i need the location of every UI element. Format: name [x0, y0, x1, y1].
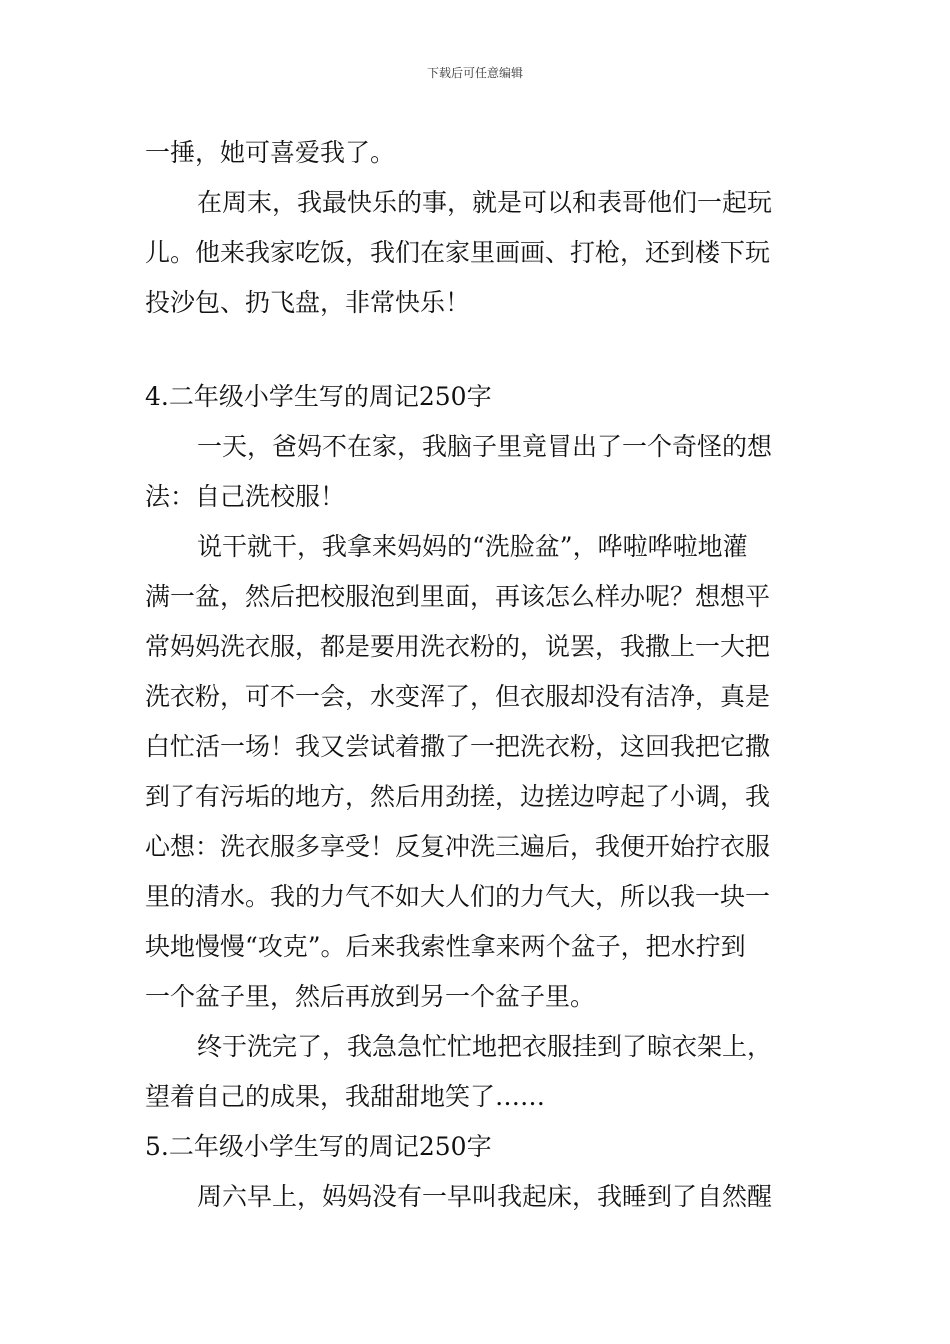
paragraph-line: 儿。他来我家吃饭，我们在家里画画、打枪，还到楼下玩 — [145, 238, 771, 267]
paragraph-line: 里的清水。我的力气不如大人们的力气大，所以我一块一 — [145, 882, 771, 911]
paragraph-line: 一天，爸妈不在家，我脑子里竟冒出了一个奇怪的想 — [197, 432, 773, 461]
paragraph-line: 终于洗完了，我急急忙忙地把衣服挂到了晾衣架上， — [197, 1032, 773, 1061]
paragraph-line: 投沙包、扔飞盘，非常快乐！ — [145, 288, 471, 317]
paragraph-line: 说干就干，我拿来妈妈的“洗脸盆”，哗啦哗啦地灌 — [197, 532, 748, 561]
section-heading-5: 5.二年级小学生写的周记250字 — [145, 1132, 492, 1161]
paragraph-line: 满一盆，然后把校服泡到里面，再该怎么样办呢？想想平 — [145, 582, 771, 611]
document-body — [145, 128, 807, 1222]
paragraph-line: 周六早上，妈妈没有一早叫我起床，我睡到了自然醒 — [197, 1182, 773, 1211]
paragraph-line: 一个盆子里，然后再放到另一个盆子里。 — [145, 982, 596, 1011]
paragraph-line: 法：自己洗校服！ — [145, 482, 346, 511]
paragraph-line: 洗衣粉，可不一会，水变浑了，但衣服却没有洁净，真是 — [145, 682, 771, 711]
paragraph-line: 一捶，她可喜爱我了。 — [145, 138, 396, 167]
section-heading-4: 4.二年级小学生写的周记250字 — [145, 382, 492, 411]
paragraph-line: 心想：洗衣服多享受！反复冲洗三遍后，我便开始拧衣服 — [145, 832, 771, 861]
paragraph-gap — [145, 328, 807, 372]
paragraph-line: 白忙活一场！我又尝试着撒了一把洗衣粉，这回我把它撒 — [145, 732, 771, 761]
paragraph-line: 在周末，我最快乐的事，就是可以和表哥他们一起玩 — [197, 188, 773, 217]
paragraph-line: 到了有污垢的地方，然后用劲搓，边搓边哼起了小调，我 — [145, 782, 771, 811]
page-header: 下载后可任意编辑 — [426, 66, 523, 80]
paragraph-line: 常妈妈洗衣服，都是要用洗衣粉的，说罢，我撒上一大把 — [145, 632, 771, 661]
paragraph-line: 块地慢慢“攻克”。后来我索性拿来两个盆子，把水拧到 — [145, 932, 746, 961]
paragraph-line: 望着自己的成果，我甜甜地笑了…… — [145, 1082, 546, 1111]
